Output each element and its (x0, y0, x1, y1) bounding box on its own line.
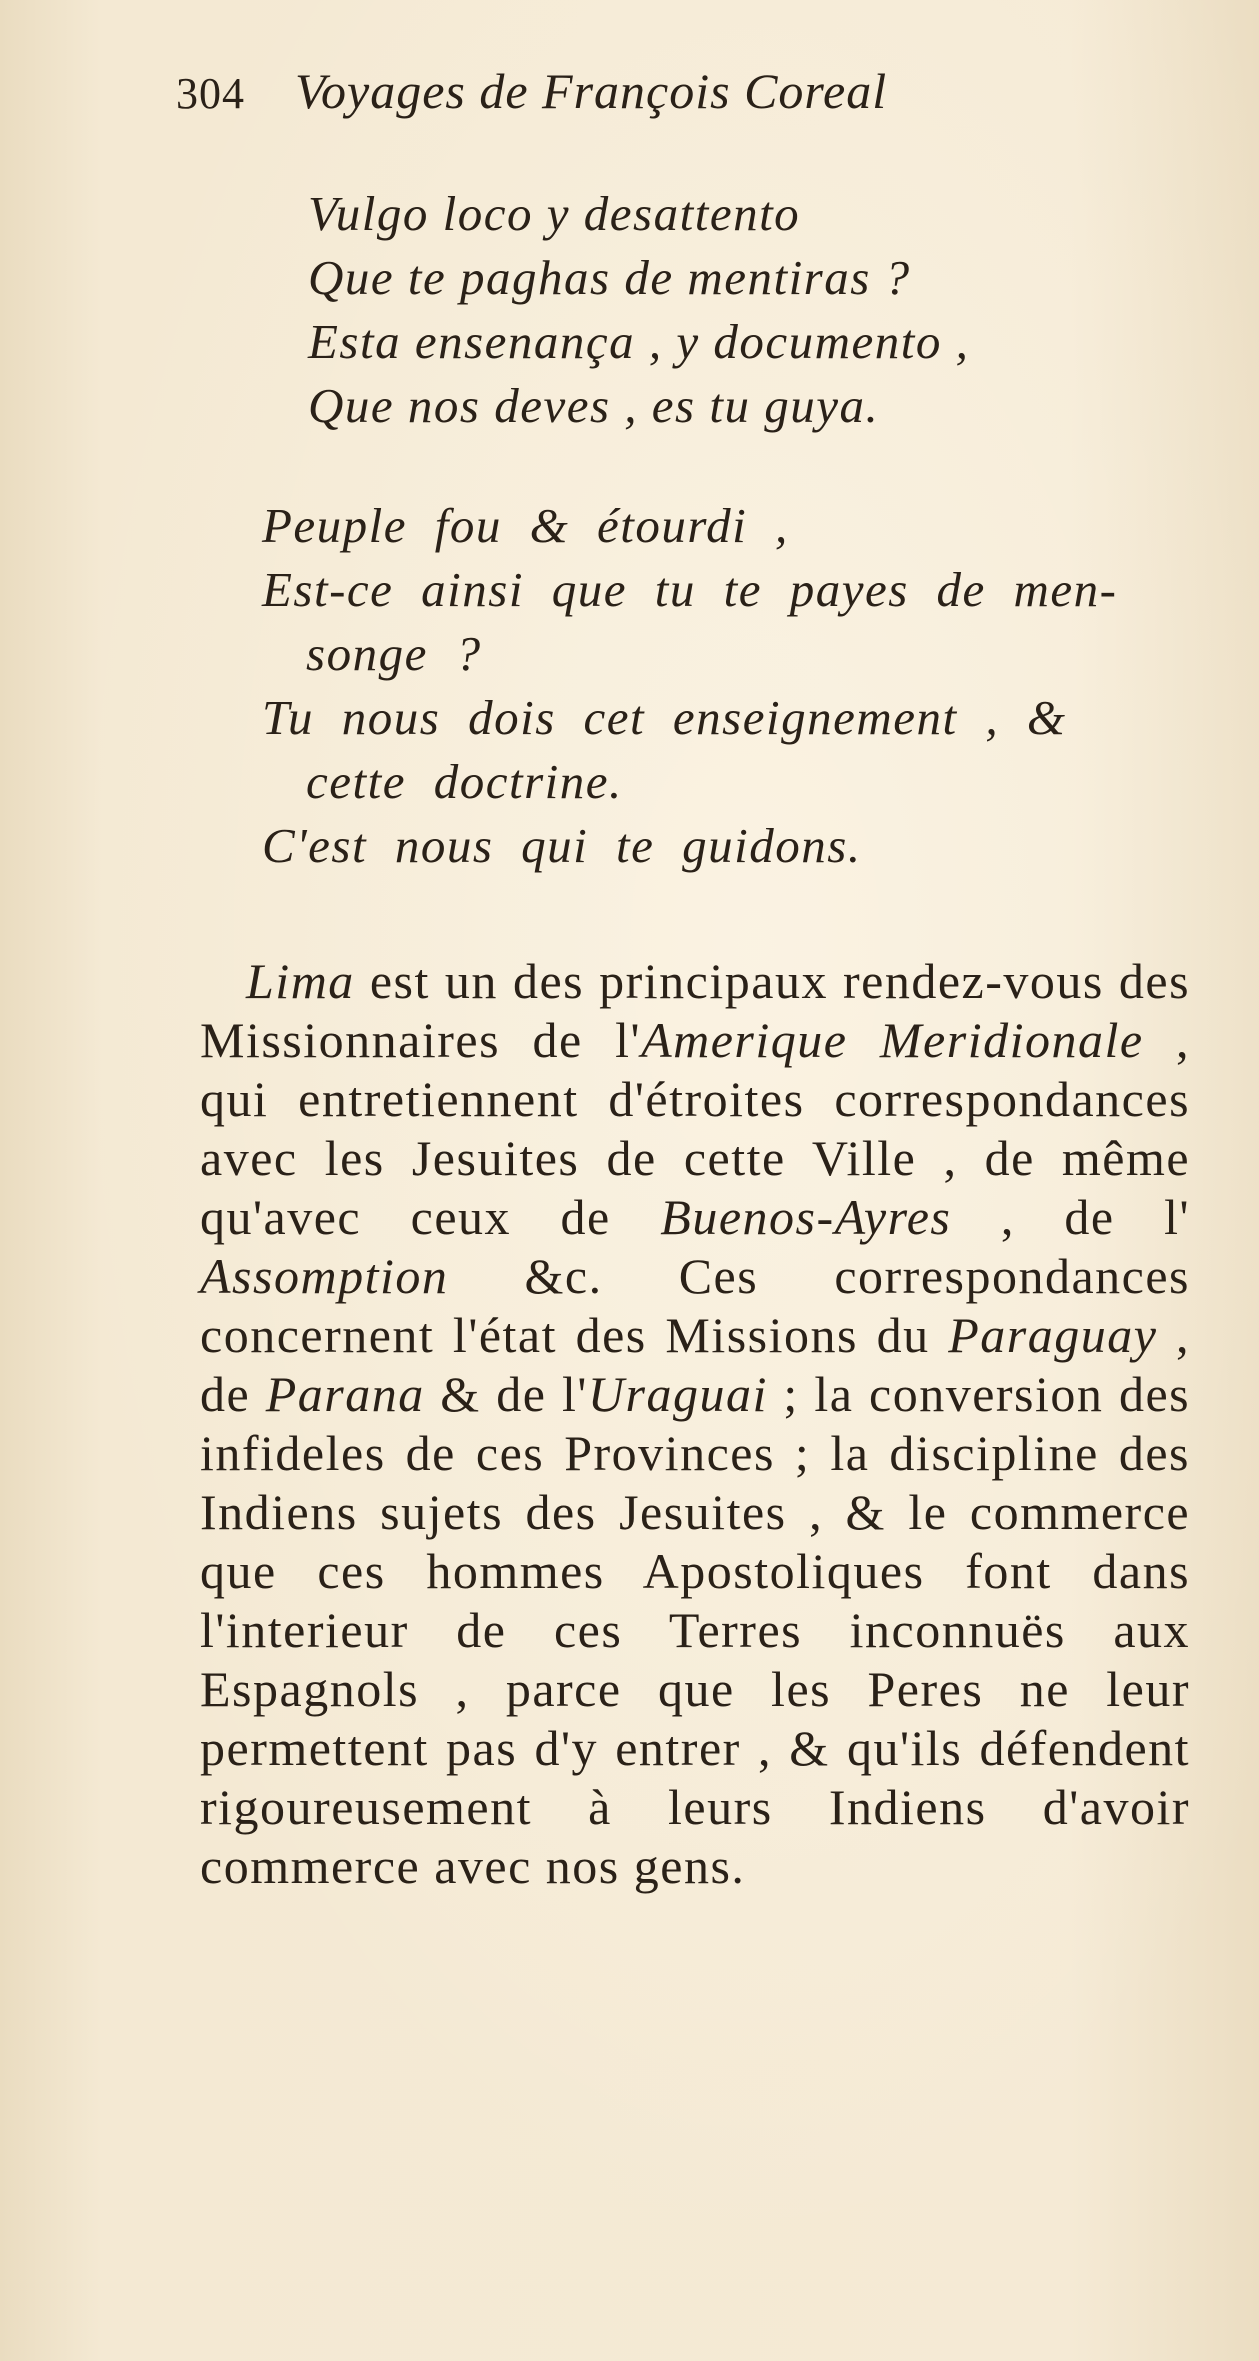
running-title: Voyages de François Coreal (295, 63, 888, 119)
french-verse (262, 494, 1182, 878)
body-paragraph (200, 952, 1190, 1896)
page-number: 304 (176, 69, 245, 118)
verse-line: C'est nous qui te guidons. (262, 818, 862, 873)
paragraph-line: Lima est un des principaux rendez-vous des (246, 953, 1191, 1009)
verse-line: Que nos deves , es tu guya. (308, 378, 880, 433)
paragraph-line: que ces hommes Apostoliques font dans (200, 1543, 1191, 1599)
spanish-verse (308, 182, 1168, 438)
paragraph-line: Espagnols , parce que les Peres ne leur (200, 1661, 1191, 1717)
paragraph-line: qui entretiennent d'étroites correspondances (200, 1071, 1191, 1127)
verse-line: Vulgo loco y desattento (308, 186, 801, 241)
verse-line: Tu nous dois cet enseignement , & (262, 690, 1067, 745)
page-header (176, 62, 1116, 132)
paragraph-line: rigoureusement à leurs Indiens d'avoir (200, 1779, 1190, 1835)
verse-line: Peuple fou & étourdi , (262, 498, 789, 553)
verse-line: Esta ensenança , y documento , (308, 314, 970, 369)
paragraph-line: de Parana & de l'Uraguai ; la conversion des (200, 1366, 1191, 1422)
verse-line: Que te paghas de mentiras ? (308, 250, 911, 305)
verse-line: cette doctrine. (306, 754, 623, 809)
paragraph-line: concernent l'état des Missions du Paraguay , (200, 1307, 1191, 1363)
paragraph-line: avec les Jesuites de cette Ville , de même (200, 1130, 1191, 1186)
paragraph-line: Missionnaires de l'Amerique Meridionale , (200, 1012, 1191, 1068)
paragraph-line: Assomption &c. Ces correspondances (200, 1248, 1191, 1304)
paragraph-line: qu'avec ceux de Buenos-Ayres , de l' (200, 1189, 1191, 1245)
verse-line: Est-ce ainsi que tu te payes de men- (262, 562, 1118, 617)
paragraph-line: l'interieur de ces Terres inconnuës aux (200, 1602, 1191, 1658)
paragraph-line: Indiens sujets des Jesuites , & le commerce (200, 1484, 1191, 1540)
paragraph-line: commerce avec nos gens. (200, 1838, 746, 1894)
paragraph-line: permettent pas d'y entrer , & qu'ils défendent (200, 1720, 1191, 1776)
verse-line: songe ? (306, 626, 482, 681)
paragraph-line: infideles de ces Provinces ; la discipline des (200, 1425, 1190, 1481)
